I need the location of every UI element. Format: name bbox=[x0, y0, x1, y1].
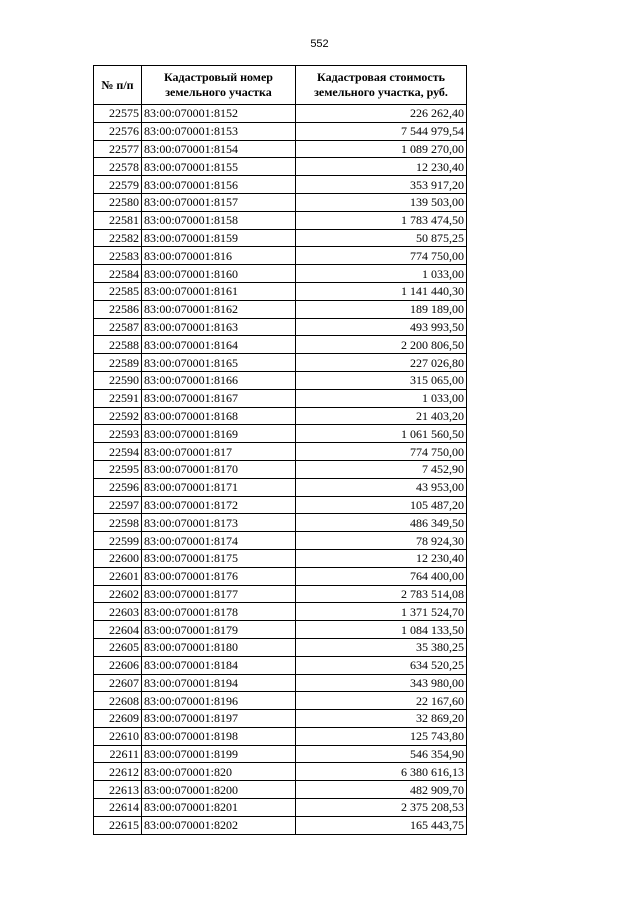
row-cadastral-number: 83:00:070001:8180 bbox=[142, 638, 296, 656]
row-cadastral-value: 2 375 208,53 bbox=[296, 799, 467, 817]
row-cadastral-value: 139 503,00 bbox=[296, 193, 467, 211]
row-number: 22608 bbox=[94, 692, 142, 710]
row-number: 22592 bbox=[94, 407, 142, 425]
row-cadastral-number: 83:00:070001:8173 bbox=[142, 514, 296, 532]
row-cadastral-value: 226 262,40 bbox=[296, 105, 467, 123]
row-number: 22597 bbox=[94, 496, 142, 514]
row-cadastral-value: 1 089 270,00 bbox=[296, 140, 467, 158]
row-cadastral-value: 1 033,00 bbox=[296, 265, 467, 283]
row-cadastral-value: 2 200 806,50 bbox=[296, 336, 467, 354]
table-row bbox=[94, 389, 467, 407]
row-number: 22594 bbox=[94, 443, 142, 461]
row-cadastral-value: 486 349,50 bbox=[296, 514, 467, 532]
table-row bbox=[94, 514, 467, 532]
row-cadastral-value: 482 909,70 bbox=[296, 781, 467, 799]
row-cadastral-value: 7 452,90 bbox=[296, 460, 467, 478]
table-body bbox=[94, 105, 467, 835]
row-cadastral-number: 83:00:070001:8176 bbox=[142, 567, 296, 585]
row-cadastral-number: 83:00:070001:8165 bbox=[142, 354, 296, 372]
row-cadastral-value: 227 026,80 bbox=[296, 354, 467, 372]
table-row bbox=[94, 745, 467, 763]
table-row bbox=[94, 781, 467, 799]
row-cadastral-value: 2 783 514,08 bbox=[296, 585, 467, 603]
row-cadastral-number: 83:00:070001:8158 bbox=[142, 211, 296, 229]
row-number: 22615 bbox=[94, 816, 142, 834]
row-cadastral-number: 83:00:070001:8200 bbox=[142, 781, 296, 799]
row-cadastral-value: 6 380 616,13 bbox=[296, 763, 467, 781]
row-cadastral-number: 83:00:070001:8160 bbox=[142, 265, 296, 283]
row-cadastral-value: 546 354,90 bbox=[296, 745, 467, 763]
row-number: 22604 bbox=[94, 621, 142, 639]
row-cadastral-value: 493 993,50 bbox=[296, 318, 467, 336]
table-row bbox=[94, 300, 467, 318]
row-number: 22596 bbox=[94, 478, 142, 496]
table-row bbox=[94, 282, 467, 300]
row-cadastral-number: 83:00:070001:8194 bbox=[142, 674, 296, 692]
row-cadastral-value: 12 230,40 bbox=[296, 549, 467, 567]
table-row bbox=[94, 176, 467, 194]
row-cadastral-number: 83:00:070001:8163 bbox=[142, 318, 296, 336]
row-cadastral-number: 83:00:070001:8154 bbox=[142, 140, 296, 158]
row-cadastral-value: 634 520,25 bbox=[296, 656, 467, 674]
row-cadastral-value: 50 875,25 bbox=[296, 229, 467, 247]
table-row bbox=[94, 443, 467, 461]
table-row bbox=[94, 692, 467, 710]
row-number: 22614 bbox=[94, 799, 142, 817]
row-cadastral-number: 83:00:070001:8178 bbox=[142, 603, 296, 621]
table-row bbox=[94, 354, 467, 372]
table-row bbox=[94, 460, 467, 478]
row-cadastral-value: 12 230,40 bbox=[296, 158, 467, 176]
table-row bbox=[94, 193, 467, 211]
row-number: 22609 bbox=[94, 710, 142, 728]
row-cadastral-number: 83:00:070001:8174 bbox=[142, 532, 296, 550]
row-number: 22591 bbox=[94, 389, 142, 407]
table-row bbox=[94, 763, 467, 781]
row-cadastral-number: 83:00:070001:8199 bbox=[142, 745, 296, 763]
table-header bbox=[94, 66, 467, 105]
row-number: 22610 bbox=[94, 727, 142, 745]
row-number: 22584 bbox=[94, 265, 142, 283]
row-number: 22577 bbox=[94, 140, 142, 158]
header-row bbox=[94, 66, 467, 105]
row-number: 22575 bbox=[94, 105, 142, 123]
row-cadastral-value: 125 743,80 bbox=[296, 727, 467, 745]
row-cadastral-number: 83:00:070001:8201 bbox=[142, 799, 296, 817]
row-cadastral-number: 83:00:070001:8175 bbox=[142, 549, 296, 567]
row-cadastral-number: 83:00:070001:8172 bbox=[142, 496, 296, 514]
table-row bbox=[94, 478, 467, 496]
table-row bbox=[94, 211, 467, 229]
row-number: 22605 bbox=[94, 638, 142, 656]
row-cadastral-number: 83:00:070001:8164 bbox=[142, 336, 296, 354]
row-number: 22602 bbox=[94, 585, 142, 603]
row-cadastral-number: 83:00:070001:8184 bbox=[142, 656, 296, 674]
table-row bbox=[94, 407, 467, 425]
table-row bbox=[94, 336, 467, 354]
row-cadastral-number: 83:00:070001:8156 bbox=[142, 176, 296, 194]
row-cadastral-number: 83:00:070001:8152 bbox=[142, 105, 296, 123]
row-number: 22600 bbox=[94, 549, 142, 567]
row-cadastral-number: 83:00:070001:8179 bbox=[142, 621, 296, 639]
table-row bbox=[94, 621, 467, 639]
row-cadastral-number: 83:00:070001:8167 bbox=[142, 389, 296, 407]
row-cadastral-number: 83:00:070001:8197 bbox=[142, 710, 296, 728]
row-cadastral-number: 83:00:070001:8170 bbox=[142, 460, 296, 478]
row-cadastral-value: 1 033,00 bbox=[296, 389, 467, 407]
row-number: 22579 bbox=[94, 176, 142, 194]
table-row bbox=[94, 265, 467, 283]
row-number: 22580 bbox=[94, 193, 142, 211]
row-cadastral-value: 43 953,00 bbox=[296, 478, 467, 496]
row-number: 22589 bbox=[94, 354, 142, 372]
table-row bbox=[94, 229, 467, 247]
table-row bbox=[94, 158, 467, 176]
row-cadastral-value: 774 750,00 bbox=[296, 443, 467, 461]
row-number: 22581 bbox=[94, 211, 142, 229]
table-row bbox=[94, 549, 467, 567]
table-row bbox=[94, 674, 467, 692]
row-cadastral-value: 1 371 524,70 bbox=[296, 603, 467, 621]
row-cadastral-number: 83:00:070001:8198 bbox=[142, 727, 296, 745]
row-number: 22585 bbox=[94, 282, 142, 300]
row-cadastral-number: 83:00:070001:8166 bbox=[142, 371, 296, 389]
row-number: 22599 bbox=[94, 532, 142, 550]
table-row bbox=[94, 603, 467, 621]
row-cadastral-number: 83:00:070001:817 bbox=[142, 443, 296, 461]
row-cadastral-value: 315 065,00 bbox=[296, 371, 467, 389]
table-row bbox=[94, 140, 467, 158]
row-cadastral-value: 1 141 440,30 bbox=[296, 282, 467, 300]
table-row bbox=[94, 638, 467, 656]
table-row bbox=[94, 799, 467, 817]
row-cadastral-value: 353 917,20 bbox=[296, 176, 467, 194]
row-cadastral-number: 83:00:070001:8196 bbox=[142, 692, 296, 710]
row-number: 22586 bbox=[94, 300, 142, 318]
table-row bbox=[94, 567, 467, 585]
row-cadastral-value: 35 380,25 bbox=[296, 638, 467, 656]
row-number: 22583 bbox=[94, 247, 142, 265]
row-number: 22576 bbox=[94, 122, 142, 140]
row-cadastral-value: 105 487,20 bbox=[296, 496, 467, 514]
row-cadastral-value: 774 750,00 bbox=[296, 247, 467, 265]
header-cadastral-number: Кадастровый номер земельного участка bbox=[142, 66, 296, 105]
row-cadastral-value: 189 189,00 bbox=[296, 300, 467, 318]
row-cadastral-number: 83:00:070001:820 bbox=[142, 763, 296, 781]
table-row bbox=[94, 247, 467, 265]
table-row bbox=[94, 727, 467, 745]
row-cadastral-number: 83:00:070001:8161 bbox=[142, 282, 296, 300]
row-number: 22601 bbox=[94, 567, 142, 585]
table-row bbox=[94, 318, 467, 336]
row-cadastral-value: 32 869,20 bbox=[296, 710, 467, 728]
row-number: 22603 bbox=[94, 603, 142, 621]
row-cadastral-value: 1 061 560,50 bbox=[296, 425, 467, 443]
row-number: 22582 bbox=[94, 229, 142, 247]
row-number: 22613 bbox=[94, 781, 142, 799]
row-cadastral-value: 7 544 979,54 bbox=[296, 122, 467, 140]
row-cadastral-value: 1 783 474,50 bbox=[296, 211, 467, 229]
row-number: 22598 bbox=[94, 514, 142, 532]
row-number: 22578 bbox=[94, 158, 142, 176]
table-row bbox=[94, 105, 467, 123]
row-cadastral-value: 78 924,30 bbox=[296, 532, 467, 550]
row-cadastral-number: 83:00:070001:8202 bbox=[142, 816, 296, 834]
row-number: 22588 bbox=[94, 336, 142, 354]
row-number: 22595 bbox=[94, 460, 142, 478]
row-number: 22612 bbox=[94, 763, 142, 781]
row-cadastral-number: 83:00:070001:8157 bbox=[142, 193, 296, 211]
row-cadastral-value: 1 084 133,50 bbox=[296, 621, 467, 639]
row-number: 22587 bbox=[94, 318, 142, 336]
row-cadastral-number: 83:00:070001:8155 bbox=[142, 158, 296, 176]
table-row bbox=[94, 122, 467, 140]
table-row bbox=[94, 585, 467, 603]
row-cadastral-number: 83:00:070001:8159 bbox=[142, 229, 296, 247]
row-number: 22607 bbox=[94, 674, 142, 692]
row-cadastral-number: 83:00:070001:8168 bbox=[142, 407, 296, 425]
header-cadastral-value: Кадастровая стоимость земельного участка, руб. bbox=[296, 66, 467, 105]
row-number: 22590 bbox=[94, 371, 142, 389]
row-cadastral-value: 764 400,00 bbox=[296, 567, 467, 585]
table-row bbox=[94, 371, 467, 389]
table-row bbox=[94, 816, 467, 834]
header-number: № п/п bbox=[94, 66, 142, 105]
row-number: 22593 bbox=[94, 425, 142, 443]
table-row bbox=[94, 532, 467, 550]
row-cadastral-value: 165 443,75 bbox=[296, 816, 467, 834]
row-cadastral-number: 83:00:070001:8169 bbox=[142, 425, 296, 443]
row-number: 22606 bbox=[94, 656, 142, 674]
row-cadastral-number: 83:00:070001:8162 bbox=[142, 300, 296, 318]
table-row bbox=[94, 425, 467, 443]
page-number: 552 bbox=[310, 38, 329, 50]
table-row bbox=[94, 496, 467, 514]
row-cadastral-number: 83:00:070001:816 bbox=[142, 247, 296, 265]
row-cadastral-value: 343 980,00 bbox=[296, 674, 467, 692]
row-cadastral-number: 83:00:070001:8153 bbox=[142, 122, 296, 140]
table-row bbox=[94, 710, 467, 728]
row-number: 22611 bbox=[94, 745, 142, 763]
row-cadastral-number: 83:00:070001:8177 bbox=[142, 585, 296, 603]
cadastre-table bbox=[93, 65, 467, 835]
table-row bbox=[94, 656, 467, 674]
row-cadastral-value: 21 403,20 bbox=[296, 407, 467, 425]
row-cadastral-value: 22 167,60 bbox=[296, 692, 467, 710]
row-cadastral-number: 83:00:070001:8171 bbox=[142, 478, 296, 496]
